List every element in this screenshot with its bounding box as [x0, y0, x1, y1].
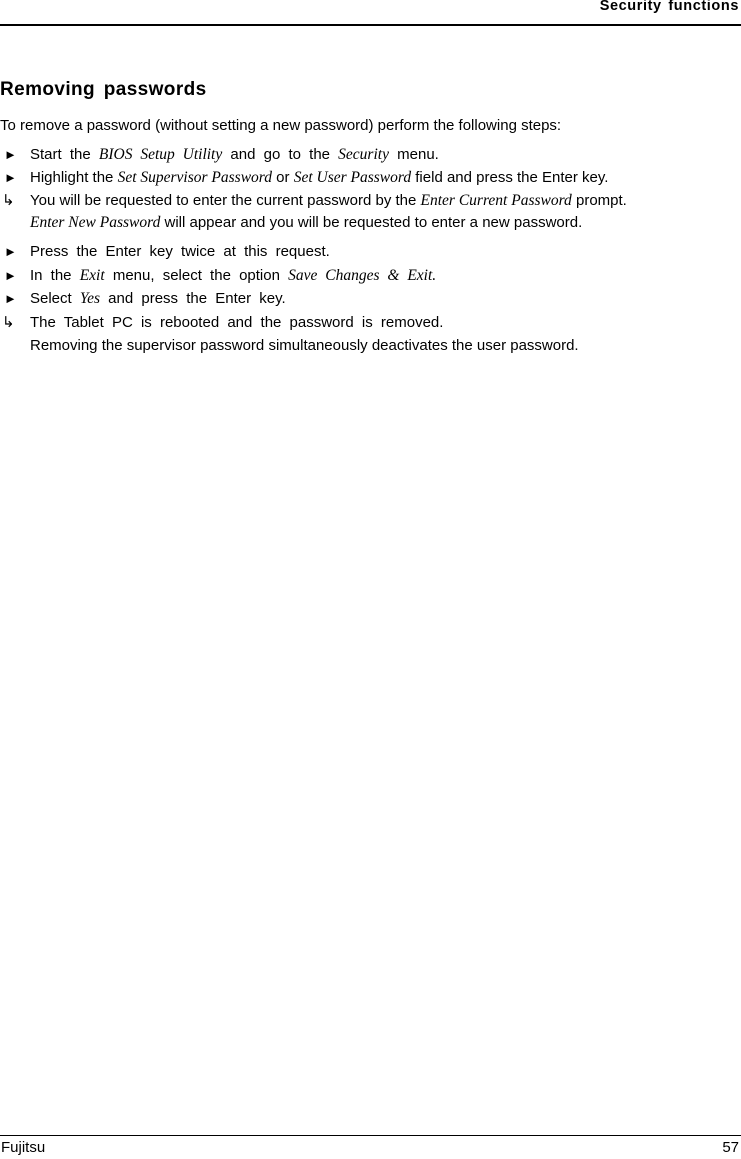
- arrow-marker-icon: ►: [4, 291, 17, 306]
- step-text: [30, 266, 436, 286]
- arrow-marker-icon: ►: [4, 170, 17, 185]
- result-arrow-icon: ↳: [2, 314, 15, 331]
- text-run: or: [276, 169, 290, 186]
- page-number: 57: [722, 1139, 739, 1156]
- result-text: The Tablet PC is rebooted and the password is removed.: [30, 314, 444, 331]
- text-run: prompt.: [575, 192, 627, 209]
- text-run: Start the: [30, 146, 91, 163]
- section-title: Removing passwords: [0, 79, 207, 100]
- result-text: [30, 213, 582, 233]
- enter-current-password-term: Enter Current Password: [420, 192, 572, 209]
- bios-setup-term: BIOS Setup Utility: [98, 146, 223, 163]
- step-text: Press the Enter key twice at this request.: [30, 243, 330, 260]
- exit-menu-term: Exit: [79, 267, 105, 284]
- result-text: Removing the supervisor password simultaneously deactivates the user password.: [30, 337, 579, 354]
- step-text: [30, 168, 608, 188]
- text-run: and press the Enter key.: [108, 290, 286, 307]
- enter-new-password-term: Enter New Password: [30, 214, 161, 231]
- text-run: Highlight the: [30, 169, 114, 186]
- security-menu-term: Security: [338, 146, 389, 163]
- text-run: field and press the Enter key.: [415, 169, 609, 186]
- supervisor-password-term: Set Supervisor Password: [117, 169, 272, 186]
- footer-rule: [0, 1135, 741, 1136]
- header-title: Security functions: [599, 0, 739, 14]
- user-password-term: Set User Password: [293, 169, 412, 186]
- intro-text: To remove a password (without setting a new password) perform the following steps:: [0, 117, 562, 134]
- header-rule: [0, 24, 741, 26]
- result-text: [30, 191, 627, 211]
- step-text: [30, 145, 439, 165]
- arrow-marker-icon: ►: [4, 244, 17, 259]
- step-text: [30, 289, 286, 309]
- text-run: will appear and you will be requested to enter a new password.: [164, 214, 583, 231]
- text-run: menu.: [397, 146, 439, 163]
- text-run: .: [432, 267, 437, 284]
- arrow-marker-icon: ►: [4, 147, 17, 162]
- arrow-marker-icon: ►: [4, 268, 17, 283]
- text-run: Select: [30, 290, 72, 307]
- save-changes-exit-term: Save Changes & Exit: [288, 267, 433, 284]
- text-run: menu, select the option: [112, 267, 280, 284]
- text-run: and go to the: [230, 146, 330, 163]
- text-run: In the: [30, 267, 72, 284]
- text-run: You will be requested to enter the current password by the: [30, 192, 417, 209]
- footer-brand: Fujitsu: [1, 1139, 46, 1156]
- result-arrow-icon: ↳: [2, 192, 15, 209]
- yes-option-term: Yes: [79, 290, 100, 307]
